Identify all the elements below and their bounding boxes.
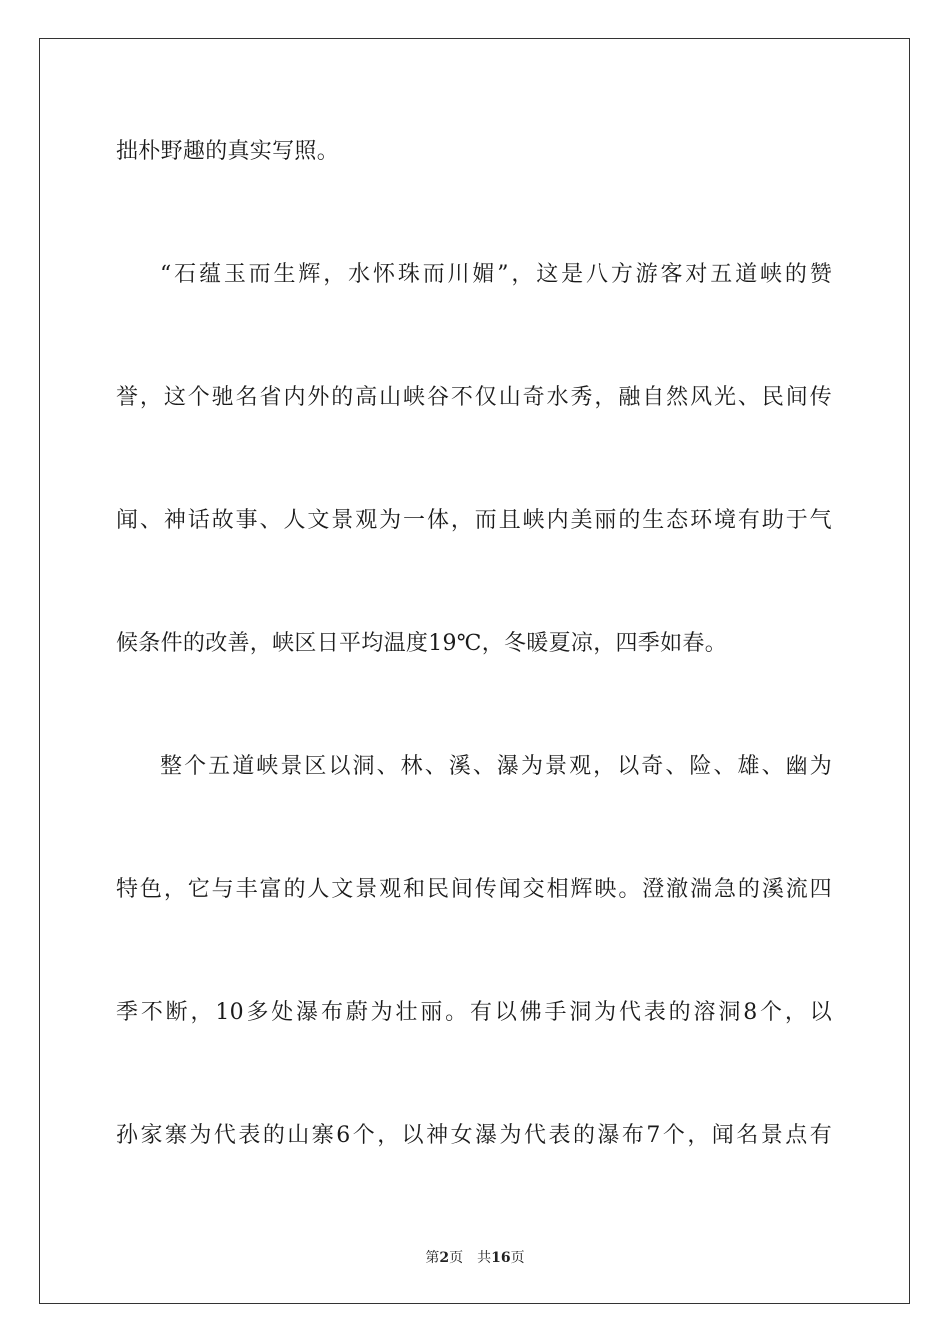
page-footer xyxy=(0,1248,950,1268)
footer-page-number: 2 xyxy=(439,1250,450,1266)
text-line-7: 特色，它与丰富的人文景观和民间传闻交相辉映。澄澈湍急的溪流四 xyxy=(116,877,832,902)
text-line-8: 季不断，10多处瀑布蔚为壮丽。有以佛手洞为代表的溶洞8个，以 xyxy=(116,1000,832,1025)
text-line-2: “石蕴玉而生辉，水怀珠而川媚”，这是八方游客对五道峡的赞 xyxy=(160,262,832,287)
page-frame xyxy=(39,38,910,1304)
footer-page-prefix: 第 xyxy=(425,1250,440,1266)
text-line-1: 拙朴野趣的真实写照。 xyxy=(116,139,340,164)
footer-total-prefix: 共 xyxy=(477,1250,492,1266)
footer-page-suffix: 页 xyxy=(449,1250,464,1266)
text-line-9: 孙家寨为代表的山寨6个，以神女瀑为代表的瀑布7个，闻名景点有 xyxy=(116,1123,832,1148)
footer-total-suffix: 页 xyxy=(510,1250,525,1266)
text-line-6: 整个五道峡景区以洞、林、溪、瀑为景观，以奇、险、雄、幽为 xyxy=(160,754,832,779)
text-line-3: 誉，这个驰名省内外的高山峡谷不仅山奇水秀，融自然风光、民间传 xyxy=(116,385,832,410)
footer-total-pages: 16 xyxy=(491,1250,511,1266)
text-line-4: 闻、神话故事、人文景观为一体，而且峡内美丽的生态环境有助于气 xyxy=(116,508,832,533)
text-line-5: 候条件的改善，峡区日平均温度19℃，冬暖夏凉，四季如春。 xyxy=(116,631,728,656)
